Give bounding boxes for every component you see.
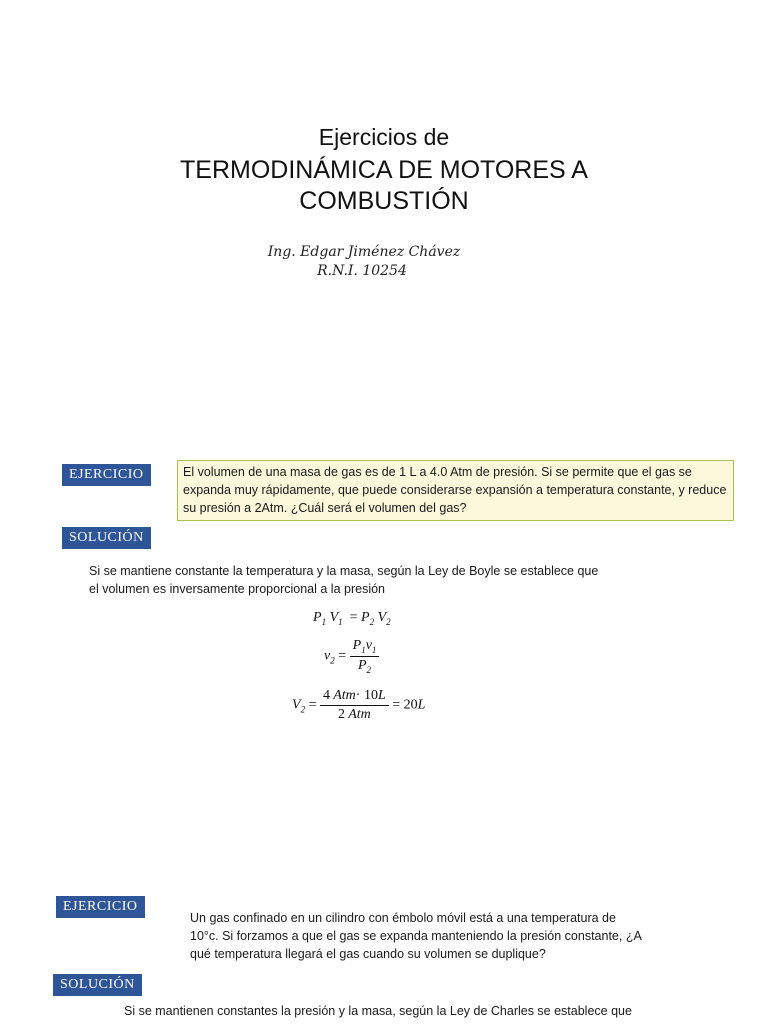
title-line-3: COMBUSTIÓN (299, 187, 469, 215)
equation-boyle: $P_1$ $V_1 = P_2$ $V_2$ (313, 610, 391, 627)
title-line-1: Ejercicios de (318, 124, 450, 150)
solution-text-line: el volumen es inversamente proporcional a la presión (89, 582, 385, 596)
registration-number: R.N.I. 10254 (317, 263, 407, 279)
equation-result: $V_2$ = $\frac{\text{4 Atm· 10L}}{\text{2 Atm}}$ = 20L (292, 688, 426, 722)
author-name: Ing. Edgar Jiménez Chávez (267, 244, 461, 260)
exercise-label: EJERCICIO (56, 896, 145, 918)
equation-volume-formula: $v_2$ = $\frac{P_1v_1}{P_2}$ (324, 638, 379, 675)
solution-text-line: Si se mantiene constante la temperatura y la masa, según la Ley de Boyle se establece que (89, 564, 599, 578)
solution-label: SOLUCIÓN (62, 527, 151, 549)
fraction: $\frac{P_1v_1}{P_2}$ (350, 638, 380, 675)
problem-box: El volumen de una masa de gas es de 1 L a 4.0 Atm de presión. Si se permite que el gas se expanda muy rápidamente, que puede considerarse expansión a temperatura constante, y reduce su presión a 2Atm. ¿Cuál será el volumen del gas? (177, 460, 734, 521)
exercise-label: EJERCICIO (62, 464, 151, 486)
problem-text-line: 10°c. Si forzamos a que el gas se expanda manteniendo la presión constante, ¿A (190, 929, 642, 943)
solution-label: SOLUCIÓN (53, 974, 142, 996)
fraction: $\frac{\text{4 Atm· 10L}}{\text{2 Atm}}$ (320, 688, 389, 723)
title-line-2: TERMODINÁMICA DE MOTORES A (180, 156, 588, 184)
problem-text-line: qué temperatura llegará el gas cuando su volumen se duplique? (190, 947, 546, 961)
solution-text-line: Si se mantienen constantes la presión y la masa, según la Ley de Charles se establece que (124, 1004, 632, 1018)
problem-text-line: Un gas confinado en un cilindro con émbolo móvil está a una temperatura de (190, 911, 616, 925)
